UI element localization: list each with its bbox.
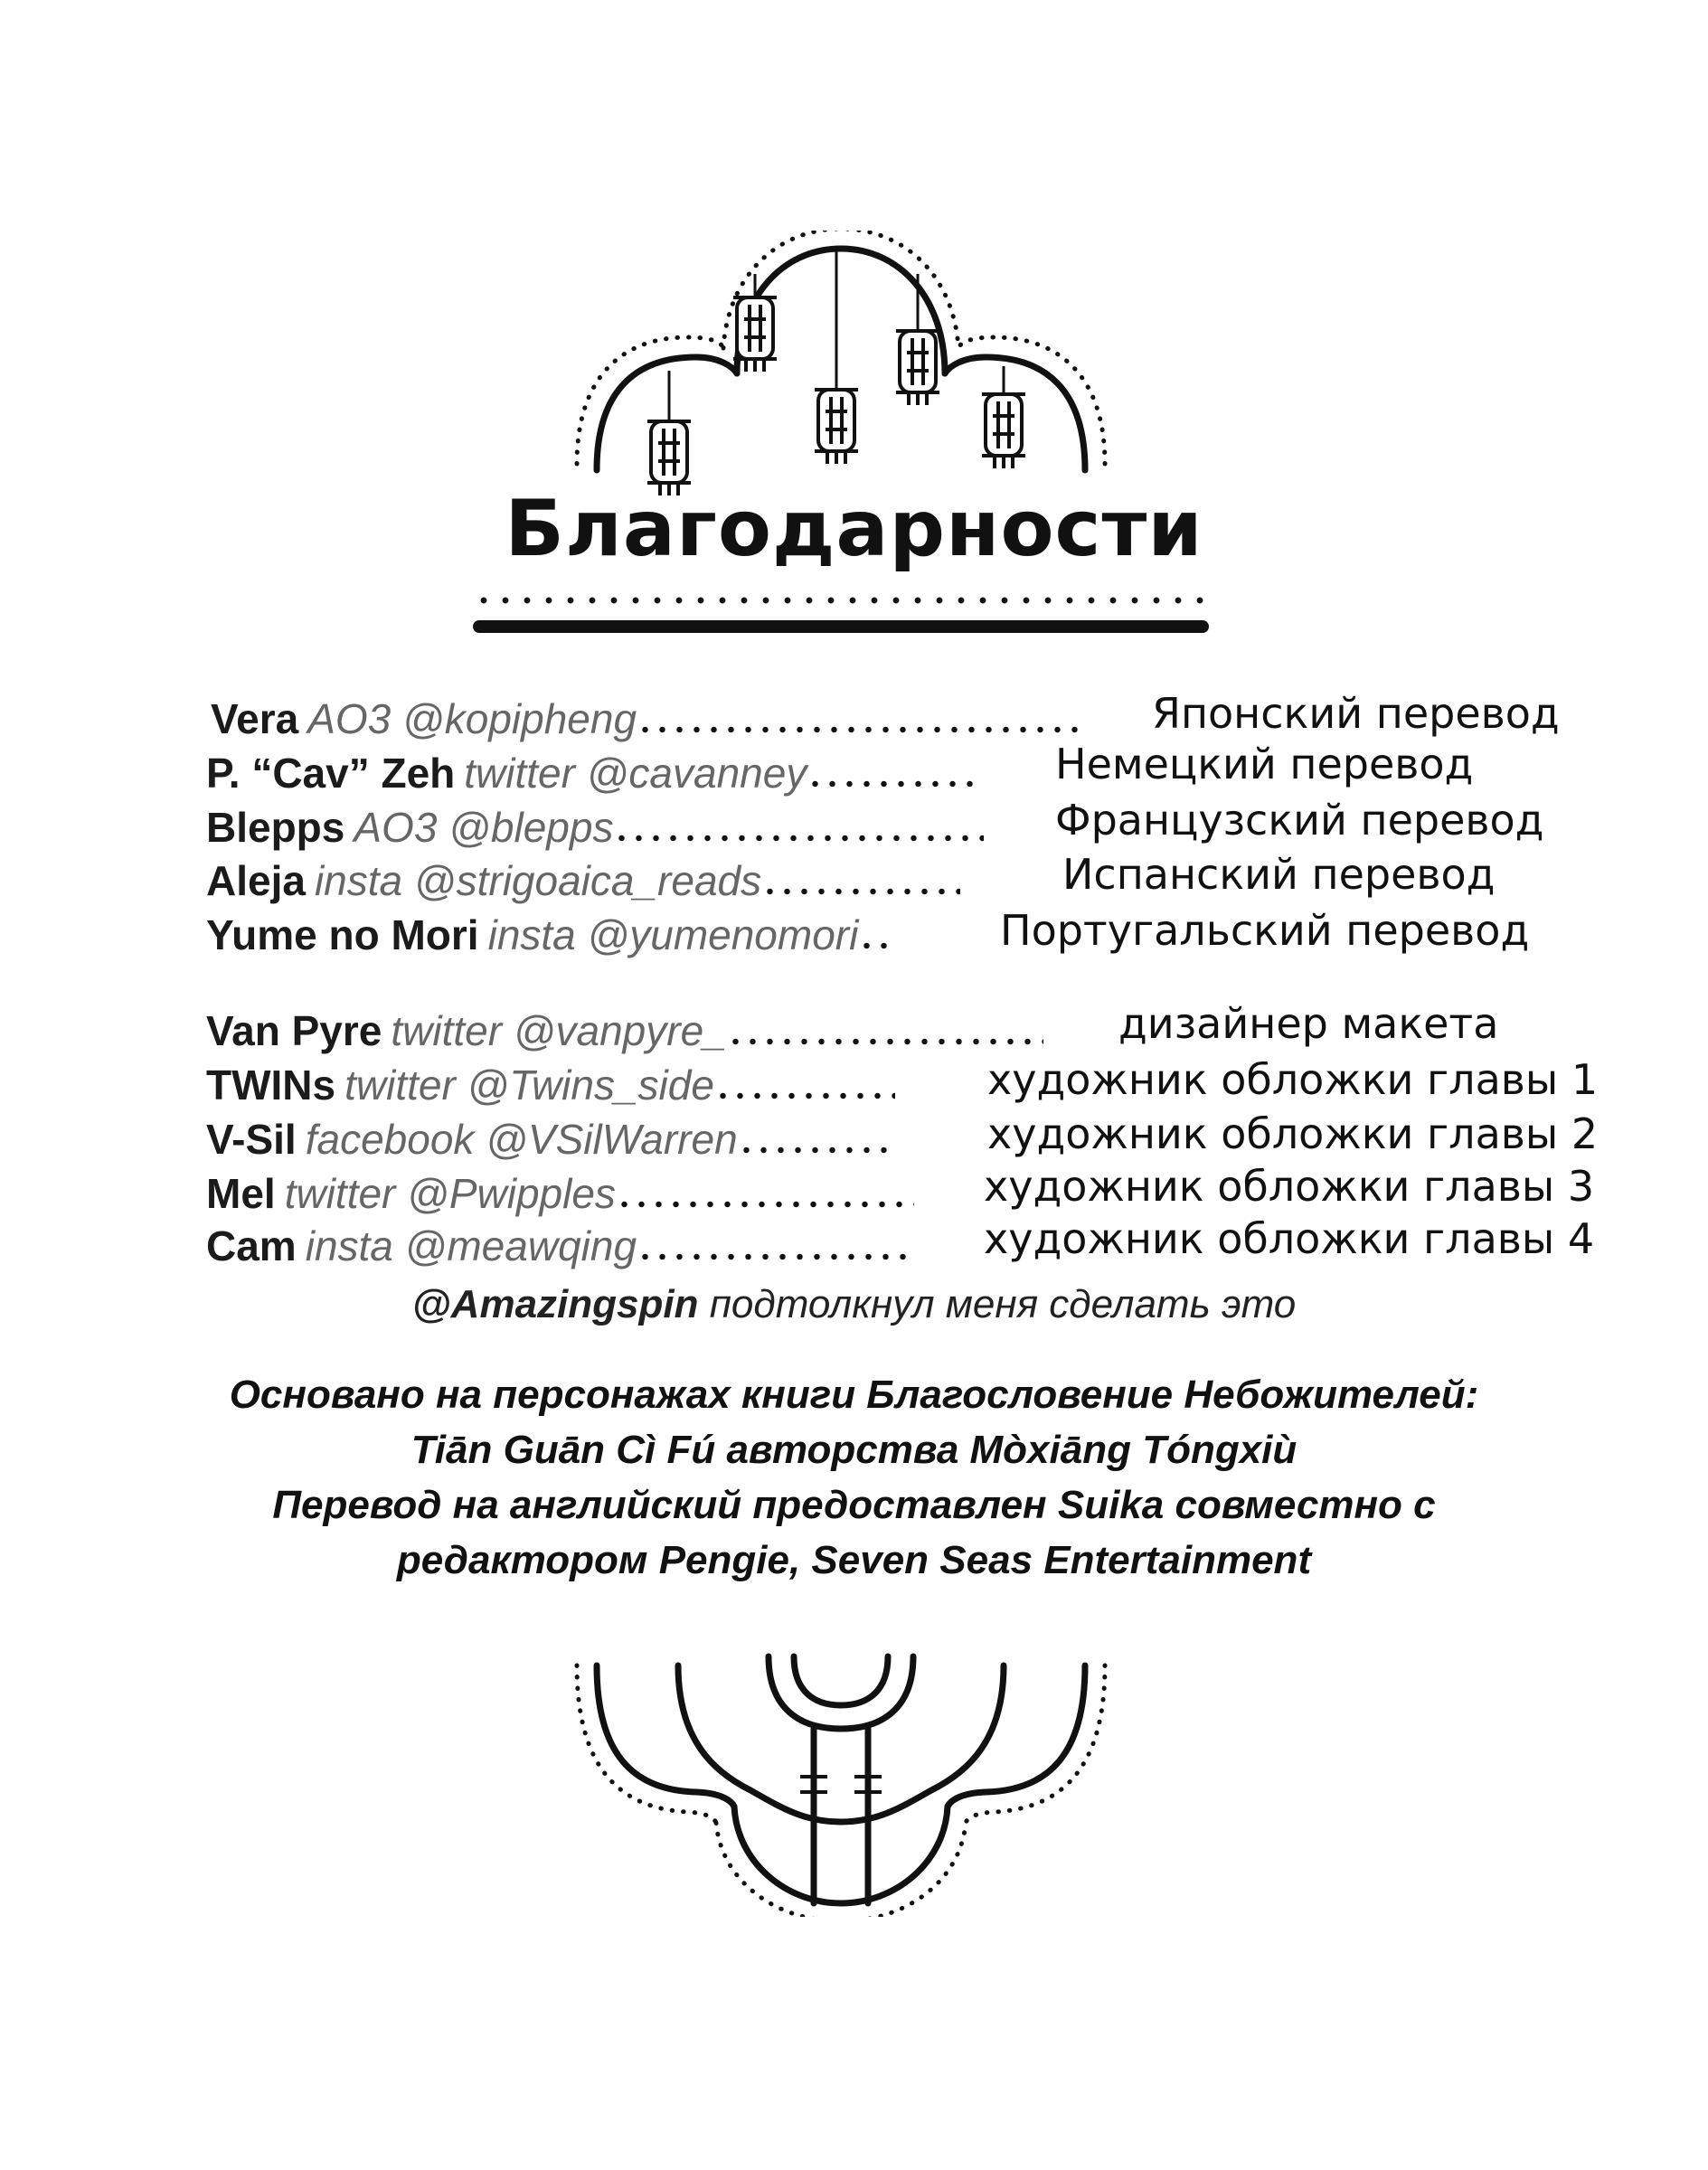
credit-row [211, 694, 1089, 745]
attribution-line: Перевод на английский предоставлен Suika совместно с [272, 1483, 1436, 1527]
credit-handle: twitter @Pwipples [284, 1170, 616, 1217]
credit-name: Van Pyre [206, 1007, 382, 1054]
credit-role: Французский перевод [1055, 796, 1544, 844]
credit-role: Немецкий перевод [1055, 740, 1474, 788]
special-thanks [0, 1282, 1708, 1327]
credit-row [206, 1061, 895, 1111]
credit-name: Aleja [206, 857, 306, 904]
credit-role: Японский перевод [1152, 689, 1560, 738]
credit-role: дизайнер макета [1118, 999, 1499, 1048]
credit-name: Yume no Mori [206, 911, 479, 958]
credit-row [206, 1222, 917, 1272]
credit-name: Cam [206, 1222, 297, 1269]
credit-role: художник обложки главы 4 [984, 1214, 1595, 1263]
credit-name: P. “Cav” Zeh [206, 750, 456, 797]
credit-handle: insta @yumenomori [487, 911, 859, 958]
leader-dots [637, 725, 1089, 734]
credit-row [206, 749, 978, 799]
leader-dots [738, 1146, 892, 1155]
credit-handle: insta @meawqing [305, 1222, 637, 1269]
attribution-line: редактором Pengie, Seven Seas Entertainment [396, 1538, 1312, 1582]
credit-name: Vera [211, 695, 299, 742]
credit-handle: facebook @VSilWarren [305, 1116, 738, 1163]
credit-handle: twitter @cavanney [464, 750, 807, 797]
credit-handle: insta @strigoaica_reads [314, 857, 762, 904]
credit-name: Mel [206, 1170, 276, 1217]
credit-name: Blepps [206, 804, 345, 851]
lantern-base-ornament [570, 1646, 1112, 1917]
page-title: Благодарности [505, 484, 1203, 574]
credit-name: V-Sil [206, 1116, 297, 1163]
attribution-line: Tiān Guān Cì Fú авторства Mòxiāng Tóngxiù [410, 1428, 1298, 1472]
credit-role: художник обложки главы 1 [987, 1055, 1599, 1104]
credit-row [206, 910, 894, 961]
credit-row [206, 803, 984, 854]
attribution-line: Основано на персонажах книги Благословение Небожителей: [229, 1373, 1479, 1417]
lantern-arch-ornament [561, 231, 1121, 502]
leader-dots [616, 1200, 914, 1209]
credit-handle: twitter @Twins_side [344, 1061, 714, 1109]
leader-dots [858, 941, 894, 950]
thanks-handle: @Amazingspin [411, 1282, 699, 1326]
leader-dots [761, 887, 960, 896]
title-underline [473, 620, 1209, 633]
credit-name: TWINs [206, 1061, 336, 1109]
credit-role: художник обложки главы 2 [987, 1109, 1599, 1158]
credit-row [206, 1006, 1043, 1057]
credit-handle: AO3 @blepps [354, 804, 614, 851]
leader-dots [727, 1037, 1043, 1046]
leader-dots [807, 779, 978, 788]
credit-row [206, 1169, 914, 1220]
leader-dots [637, 1252, 917, 1261]
thanks-text: подтолкнул меня сделать это [709, 1282, 1297, 1326]
leader-dots [714, 1091, 895, 1100]
credit-handle: twitter @vanpyre_ [391, 1007, 727, 1054]
credit-role: художник обложки главы 3 [984, 1162, 1595, 1211]
source-attribution [0, 1367, 1708, 1588]
title-dotted-divider [473, 595, 1214, 606]
credit-handle: AO3 @kopipheng [307, 695, 637, 742]
credit-role: Испанский перевод [1062, 850, 1496, 899]
credit-role: Португальский перевод [1000, 906, 1530, 955]
credit-row [206, 1115, 892, 1165]
credit-row [206, 856, 960, 907]
leader-dots [613, 834, 984, 843]
